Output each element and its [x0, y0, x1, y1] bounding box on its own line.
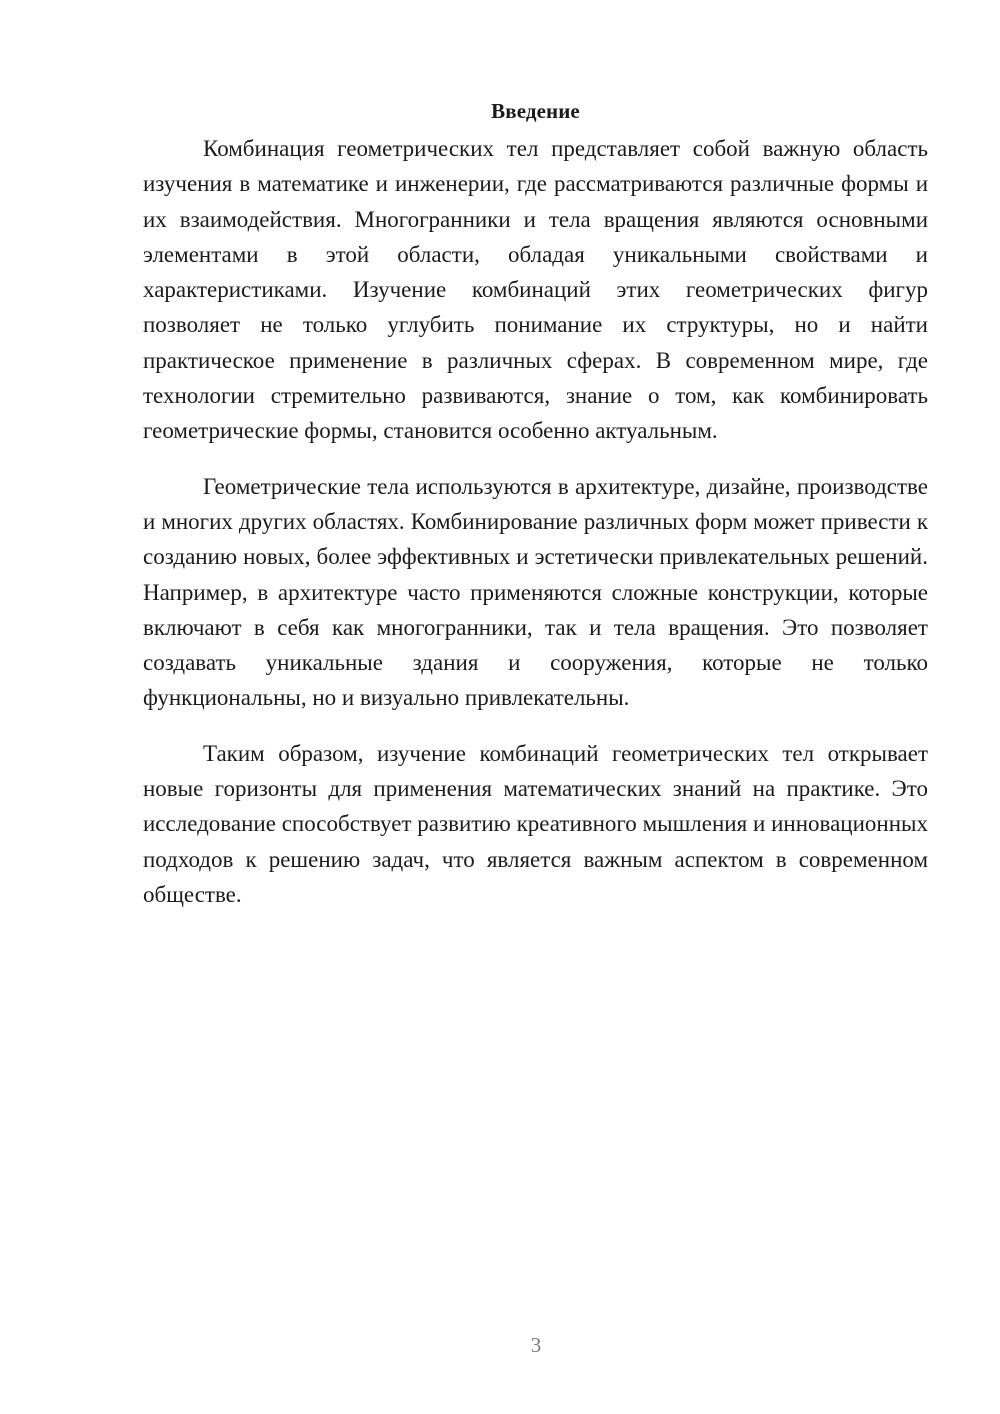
page-number: 3 [530, 1333, 542, 1357]
section-title: Введение [491, 99, 580, 123]
paragraph-3: Таким образом, изучение комбинаций геометрических тел открывает новые горизонты для применения математических знаний на практике. Это исследование способствует развитию креативного мышления и инновационных подходов к решению задач, что является важным аспектом в современном обществе. [143, 740, 928, 907]
paragraph-1: Комбинация геометрических тел представляет собой важную область изучения в математике и инженерии, где рассматриваются различные формы и их взаимодействия. Многогранники и тела вращения являются основными элементами в этой области, обладая уникальными свойствами и характеристиками. Изучение комбинаций этих геометрических фигур позволяет не только углубить понимание их структуры, но и найти практическое применение в различных сферах. В современном мире, где технологии стремительно развиваются, знание о том, как комбинировать геометрические формы, становится особенно актуальным. [143, 136, 928, 444]
page-content [143, 92, 928, 932]
paragraph-2: Геометрические тела используются в архитектуре, дизайне, производстве и многих других областях. Комбинирование различных форм может привести к созданию новых, более эффективных и эстетически привлекательных решений. Например, в архитектуре часто применяются сложные конструкции, которые включают в себя как многогранники, так и тела вращения. Это позволяет создавать уникальные здания и сооружения, которые не только функциональны, но и визуально привлекательны. [143, 473, 928, 711]
